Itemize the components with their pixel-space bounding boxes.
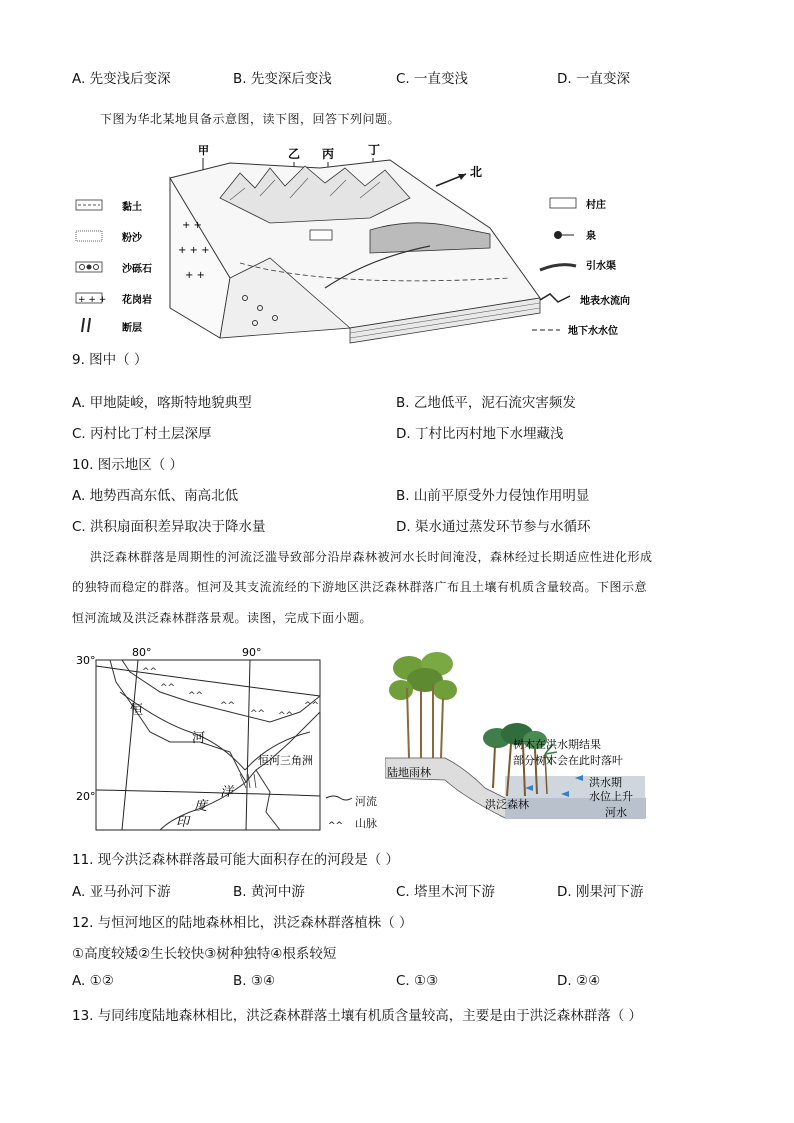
- river-legend-icon: [326, 796, 352, 800]
- legend-village: 村庄: [586, 200, 606, 211]
- ganges-map-figure: [70, 642, 360, 834]
- legend-water-table: 地下水水位: [568, 326, 618, 337]
- sea-char-2: 度: [194, 799, 208, 814]
- q10-option-a[interactable]: A. 地势西高东低、南高北低: [72, 488, 239, 504]
- q10-option-c[interactable]: C. 洪积扇面积差异取决于降水量: [72, 519, 266, 535]
- svg-text:^^: ^^: [188, 691, 204, 701]
- land-forest-label: 陆地雨林: [387, 766, 431, 779]
- svg-text:^^: ^^: [142, 667, 158, 677]
- legend-granite: 花岗岩: [122, 295, 152, 306]
- legend-spring: 泉: [586, 231, 596, 242]
- delta-label: 恒河三角洲: [258, 754, 313, 767]
- flood-forest-scene: [385, 648, 675, 834]
- q11-option-b[interactable]: B. 黄河中游: [233, 884, 305, 900]
- legend-mountain-label: 山脉: [355, 817, 377, 830]
- q9-option-d[interactable]: D. 丁村比丙村地下水埋藏浅: [396, 426, 564, 442]
- q10-option-b[interactable]: B. 山前平原受外力侵蚀作用明显: [396, 488, 590, 504]
- q11-option-d[interactable]: D. 刚果河下游: [557, 884, 644, 900]
- q8-option-d[interactable]: D. 一直变深: [557, 71, 630, 87]
- legend-canal: 引水渠: [586, 261, 616, 272]
- block-diagram-figure: [70, 138, 630, 344]
- svg-text:^^: ^^: [250, 709, 266, 719]
- legend-surface-flow: 地表水流向: [580, 296, 630, 307]
- q12-option-b[interactable]: B. ③④: [233, 973, 276, 989]
- north-label: 北: [470, 165, 483, 179]
- flood-period-label: 洪水期: [589, 776, 622, 789]
- q8-option-c[interactable]: C. 一直变浅: [396, 71, 469, 87]
- lat-30: 30°: [76, 654, 96, 667]
- sea-char-1: 洋: [220, 785, 234, 800]
- svg-text:+ + +: + + +: [178, 245, 210, 256]
- legend-silt: 粉沙: [122, 233, 142, 244]
- rainforest-trees: [389, 652, 457, 758]
- q8-option-b[interactable]: B. 先变深后变浅: [233, 71, 332, 87]
- intro-paragraph-2-line-3: 恒河流域及洪泛森林群落景观。读图，完成下面小题。: [72, 611, 373, 625]
- mountain-legend-icon: ^^: [328, 821, 344, 831]
- legend-clay: 黏土: [122, 202, 142, 213]
- q12-option-a[interactable]: A. ①②: [72, 973, 114, 989]
- north-arrow-icon: [436, 174, 466, 186]
- label-bing: 丙: [322, 147, 335, 161]
- q12-option-c[interactable]: C. ①③: [396, 973, 439, 989]
- flood-forest-label: 洪泛森林: [485, 798, 529, 811]
- canal-icon: [540, 265, 576, 270]
- note-line-2: 部分树木会在此时落叶: [513, 754, 623, 767]
- river-char-1: 恒: [130, 703, 144, 718]
- q10-stem: 10. 图示地区（ ）: [72, 457, 184, 473]
- spring-icon: [554, 231, 562, 239]
- svg-text:+ + +: + + +: [78, 295, 107, 305]
- legend-river-label: 河流: [355, 795, 377, 808]
- river-char-2: 河: [192, 731, 206, 746]
- intro-paragraph-2-line-1: 洪泛森林群落是周期性的河流泛滥导致部分沿岸森林被河水长时间淹没，森林经过长期适应性进化形成: [90, 550, 653, 564]
- lon-80: 80°: [132, 646, 152, 659]
- lon-90: 90°: [242, 646, 262, 659]
- q11-option-c[interactable]: C. 塔里木河下游: [396, 884, 496, 900]
- q12-stem: 12. 与恒河地区的陆地森林相比，洪泛森林群落植株（ ）: [72, 915, 413, 931]
- svg-text:+ +: + +: [182, 220, 202, 231]
- q11-option-a[interactable]: A. 亚马孙河下游: [72, 884, 171, 900]
- sea-char-3: 印: [176, 815, 190, 830]
- label-ding: 丁: [368, 143, 381, 157]
- surface-flow-icon: [540, 294, 570, 302]
- river-water-label: 河水: [605, 806, 627, 819]
- intro-paragraph-1: 下图为华北某地貝备示意图，读下图，回答下列问题。: [100, 112, 401, 126]
- q12-items: ①高度较矮②生长较快③树种独特④根系较短: [72, 946, 337, 962]
- note-line-1: 树木在洪水期结果: [513, 738, 601, 751]
- svg-text:^^: ^^: [220, 701, 236, 711]
- lat-20: 20°: [76, 790, 96, 803]
- water-rise-label: 水位上升: [589, 790, 633, 803]
- q13-stem: 13. 与同纬度陆地森林相比，洪泛森林群落土壤有机质含量较高，主要是由于洪泛森林群落（ ）: [72, 1008, 643, 1024]
- svg-text:^^: ^^: [160, 683, 176, 693]
- q12-option-d[interactable]: D. ②④: [557, 973, 601, 989]
- svg-text:+ +: + +: [185, 270, 205, 281]
- q9-option-a[interactable]: A. 甲地陡峻，喀斯特地貌典型: [72, 395, 252, 411]
- svg-text:^^: ^^: [304, 701, 320, 711]
- label-jia: 甲: [198, 144, 209, 157]
- q10-option-d[interactable]: D. 渠水通过蒸发环节参与水循环: [396, 519, 591, 535]
- q9-option-b[interactable]: B. 乙地低平，泥石流灾害频发: [396, 395, 576, 411]
- q11-stem: 11. 现今洪泛森林群落最可能大面积存在的河段是（ ）: [72, 852, 400, 868]
- q9-option-c[interactable]: C. 丙村比丁村土层深厚: [72, 426, 212, 442]
- village-icon: [550, 198, 576, 208]
- svg-text:^^: ^^: [278, 711, 294, 721]
- legend-gravel: 沙砾石: [122, 264, 152, 275]
- legend-fault: 断层: [122, 323, 142, 334]
- q8-option-a[interactable]: A. 先变浅后变深: [72, 71, 171, 87]
- intro-paragraph-2-line-2: 的独特而稳定的群落。恒河及其支流流经的下游地区洪泛森林群落广布且土壤有机质含量较高。下图示意: [72, 580, 648, 594]
- label-yi: 乙: [288, 147, 301, 161]
- q9-stem: 9. 图中（ ）: [72, 352, 148, 368]
